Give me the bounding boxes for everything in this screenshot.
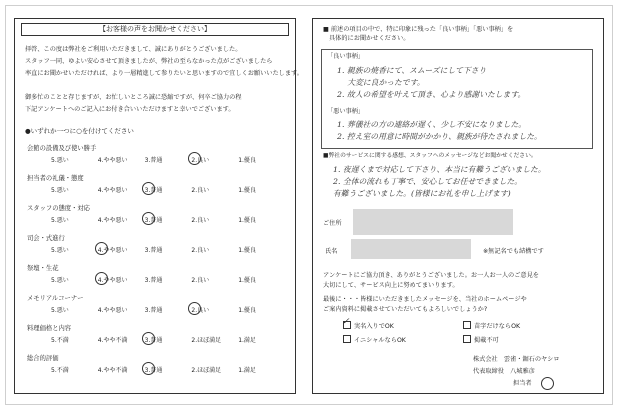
rating-label: 会館の設備及び使い勝手: [27, 145, 97, 152]
representative: 代表取締役 八城雅彦: [473, 368, 535, 375]
rating-option[interactable]: 5.悪い: [51, 277, 69, 284]
rating-label: 担当者の礼儀・態度: [27, 175, 84, 182]
thanks-line-4: ご案内資料に掲載させていただいてもよろしいでしょうか?: [323, 306, 488, 313]
rating-option[interactable]: 3.普通: [145, 185, 192, 194]
scanned-sheet: [6, 6, 612, 404]
selected-circle-icon: [95, 242, 108, 255]
selected-circle-icon: [188, 302, 201, 315]
bad-label: 「悪い事柄」: [327, 108, 365, 115]
good-label: 「良い事柄」: [327, 53, 365, 60]
panel-title: 【お客様の声をお聞かせください】: [21, 23, 289, 36]
good-line-1: 1. 親族の焼香にて、スムーズにして下さり: [337, 66, 487, 75]
option-surname[interactable]: 苗字だけならOK: [463, 321, 520, 330]
rating-option[interactable]: 4.やや悪い: [98, 245, 145, 254]
check-mark-icon: ✓: [342, 317, 350, 327]
staff-label: 担当者: [513, 380, 532, 387]
bad-line-2: 2. 控え室の用意に時間がかかり、親族が待たされました。: [337, 132, 542, 141]
intro-line-1: 拝啓、この度は弊社をご利用いただきまして、誠にありがとうございました。: [25, 46, 242, 53]
service-line-2: 2. 全体の流れも丁寧で、安心してお任せできました。: [333, 177, 523, 186]
option-real-name[interactable]: 実名入りでOK: [343, 321, 394, 330]
good-line-3: 2. 故人の希望を叶えて頂き、心より感謝いたします。: [337, 90, 526, 99]
rating-options: [51, 275, 285, 284]
right-panel: [312, 18, 604, 394]
rating-option[interactable]: 1.満足: [238, 367, 256, 374]
option-no-publish[interactable]: 掲載不可: [463, 335, 499, 344]
rating-option[interactable]: 2.良い: [191, 277, 210, 284]
thanks-line-3: 最後に・・・皆様にいただきましたメッセージを、当社のホームページや: [323, 296, 527, 303]
selected-circle-icon: [188, 152, 201, 165]
intro-line-3: 率直にお聞かせいただければ、より一層精進して参りたいと思いますので宜しくお願いいたします。: [25, 70, 303, 77]
bad-line-1: 1. 葬儀社の方の連絡が遅く、少し不安になりました。: [337, 120, 527, 129]
question-line-2: 具体的にお聞かせください。: [329, 35, 410, 42]
selected-circle-icon: [142, 182, 155, 195]
selected-circle-icon: [142, 212, 155, 225]
address-label: ご住所: [323, 220, 342, 227]
rating-option[interactable]: 4.やや不満: [97, 367, 128, 374]
rating-label: 祭壇・生花: [27, 265, 59, 272]
checkbox-no-publish[interactable]: [463, 335, 471, 343]
rating-label: 総合的評価: [27, 355, 59, 362]
rating-option[interactable]: 5.悪い: [51, 187, 69, 194]
rating-option[interactable]: 1.優良: [238, 277, 256, 284]
rating-option[interactable]: 5.悪い: [51, 247, 69, 254]
rating-option[interactable]: 4.やや悪い: [97, 217, 128, 224]
company-name: 株式会社 雲雀・鋸石のヤシロ: [473, 356, 560, 363]
checkbox-surname[interactable]: [463, 321, 471, 329]
rating-label: 料理価格と内容: [27, 325, 72, 332]
rating-option[interactable]: 2.良い: [191, 217, 210, 224]
staff-seal-icon: [541, 377, 554, 390]
rating-option[interactable]: 3.普通: [144, 157, 163, 164]
rating-option[interactable]: 2.良い: [191, 187, 210, 194]
rating-option[interactable]: 5.悪い: [51, 307, 69, 314]
rating-option[interactable]: 2.良い: [191, 305, 238, 314]
rating-option[interactable]: 5.悪い: [51, 157, 69, 164]
rating-option[interactable]: 2.良い: [191, 155, 238, 164]
rating-label: スタッフの態度・対応: [27, 205, 90, 212]
intro-line-5: 御多忙のことと存じますが、お忙しいところ誠に恐縮ですが、何卒ご協力の程: [25, 94, 242, 101]
selected-circle-icon: [142, 362, 155, 375]
rating-option[interactable]: 4.やや悪い: [98, 275, 145, 284]
rating-option[interactable]: 3.普通: [145, 335, 192, 344]
rating-option[interactable]: 1.優良: [238, 247, 256, 254]
address-redaction: [353, 209, 513, 235]
question-line-1: ■ 前述の項目の中で、特に印象に残った「良い事柄」「悪い事柄」を: [323, 26, 514, 33]
rating-option[interactable]: 1.優良: [238, 157, 256, 164]
selected-circle-icon: [142, 332, 155, 345]
instruction: ●いずれか一つに○を付けてください: [25, 127, 134, 135]
rating-option[interactable]: 2.ほぼ満足: [191, 337, 222, 344]
rating-options: [51, 215, 285, 224]
rating-option[interactable]: 4.やや悪い: [97, 187, 128, 194]
rating-option[interactable]: 3.普通: [145, 215, 192, 224]
rating-option[interactable]: 2.ほぼ満足: [191, 367, 222, 374]
rating-label: メモリアルコーナー: [27, 295, 84, 302]
rating-option[interactable]: 5.悪い: [51, 217, 69, 224]
thanks-line-2: 大切にして、サービス向上に努めてまいります。: [323, 282, 459, 289]
rating-option[interactable]: 3.普通: [145, 365, 192, 374]
service-line-3: 有難うございました。(皆様にお礼を申し上げます): [333, 189, 511, 198]
thanks-line-1: アンケートにご協力頂き、ありがとうございました。お一人お一人のご意見を: [323, 272, 539, 279]
rating-options: [51, 305, 285, 314]
rating-option[interactable]: 1.優良: [238, 187, 256, 194]
selected-circle-icon: [95, 272, 108, 285]
rating-option[interactable]: 3.普通: [144, 307, 163, 314]
anon-note: ※無記名でも結構です: [483, 248, 544, 255]
intro-line-2: スタッフ一同、ゆよい安心させて頂きましたが、弊社の至らなかった点がございましたら: [25, 58, 273, 65]
option-initials[interactable]: イニシャルならOK: [343, 335, 406, 344]
rating-option[interactable]: 5.不満: [51, 337, 69, 344]
good-line-2: 大変に良かったです。: [337, 78, 425, 87]
rating-options: [51, 335, 285, 344]
rating-label: 司会・式進行: [27, 235, 65, 242]
service-label: ■弊社のサービスに関する感想、スタッフへのメッセージなどお聞かせください。: [323, 153, 537, 159]
rating-options: [51, 185, 285, 194]
rating-option[interactable]: 1.満足: [238, 337, 256, 344]
name-label: 氏名: [325, 248, 338, 255]
rating-option[interactable]: 4.やや悪い: [97, 157, 128, 164]
rating-options: [51, 155, 285, 164]
rating-option[interactable]: 1.優良: [238, 307, 256, 314]
checkbox-initials[interactable]: [343, 335, 351, 343]
rating-option[interactable]: 4.やや不満: [97, 337, 128, 344]
rating-option[interactable]: 3.普通: [144, 277, 163, 284]
rating-options: [51, 365, 285, 374]
rating-option[interactable]: 5.不満: [51, 367, 69, 374]
service-line-1: 1. 夜遅くまで対応して下さり、本当に有難うございました。: [333, 165, 546, 174]
intro-line-6: 下記アンケートへのご記入にお付き合いいただけますと幸いでございます。: [25, 106, 235, 113]
rating-option[interactable]: 4.やや悪い: [97, 307, 128, 314]
rating-option[interactable]: 2.良い: [191, 247, 210, 254]
rating-options: [51, 245, 285, 254]
rating-option[interactable]: 3.普通: [144, 247, 163, 254]
name-redaction: [351, 239, 471, 259]
left-panel: [14, 18, 303, 394]
rating-option[interactable]: 1.優良: [238, 217, 256, 224]
